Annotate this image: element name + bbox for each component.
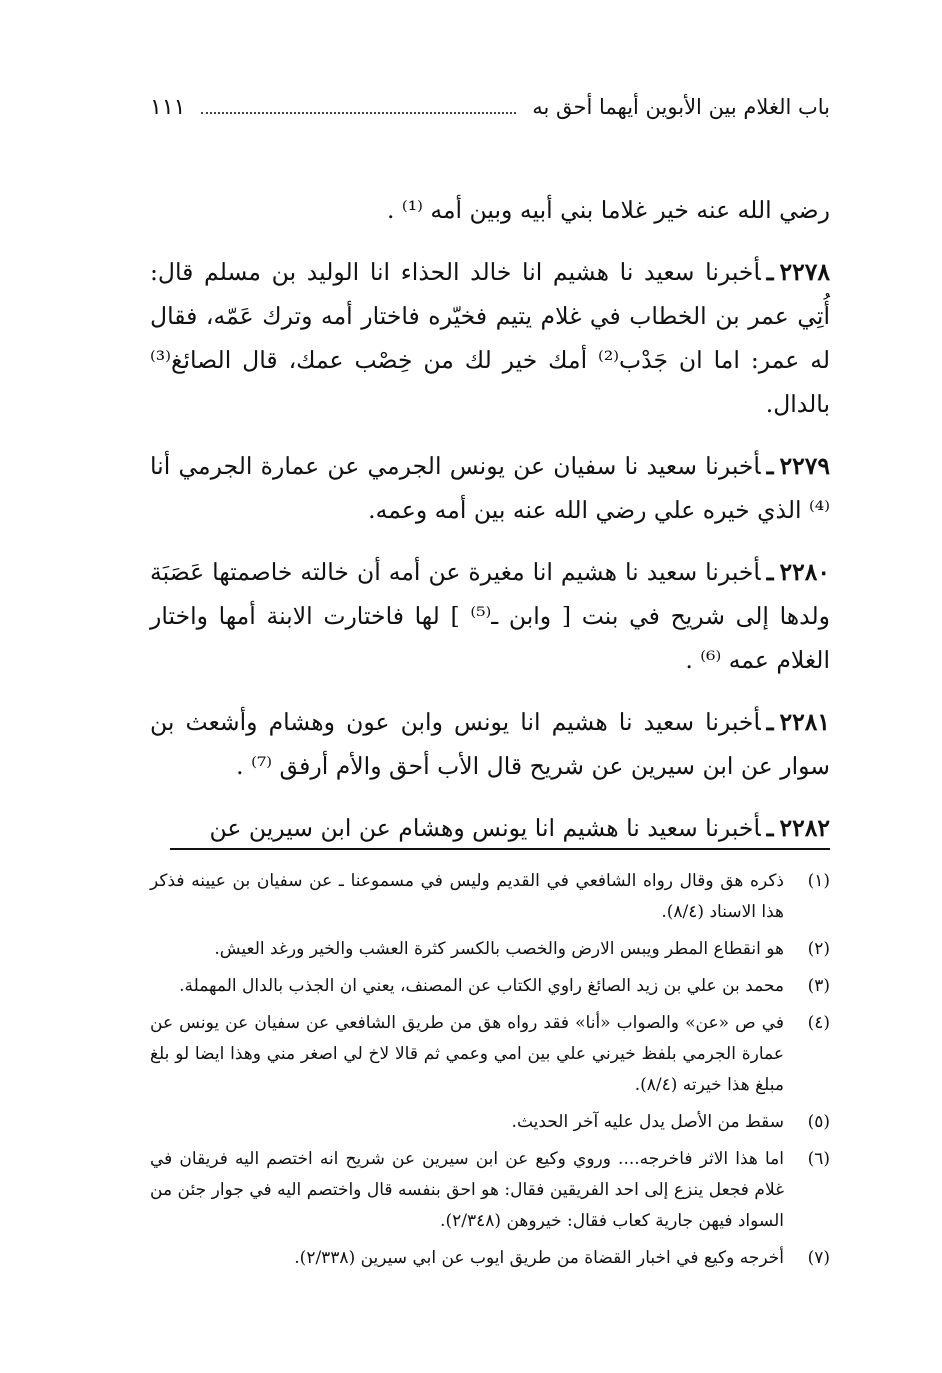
footnote-text: محمد بن علي بن زيد الصائغ راوي الكتاب عن المصنف، يعني ان الجذب بالدال المهملة. — [179, 976, 784, 996]
hadith-paragraph — [150, 250, 830, 426]
footnote-number: (١) — [807, 871, 830, 891]
hadith-paragraph — [150, 550, 830, 682]
hadith-paragraph — [150, 444, 830, 532]
footnote-text: في ص «عن» والصواب «أنا» فقد رواه هق من طريق الشافعي عن سفيان عن يونس عن عمارة الجرمي بلفظ خيرني علي بين امي وعمي ثم قالا لاخ لي اصغر مني وهذا ايضا لو بلغ مبلغ هذا خيرته (٨/٤). — [150, 1013, 784, 1095]
footnote-number: (٦) — [807, 1149, 830, 1169]
hadith-number: ٢٢٧٨ — [779, 258, 830, 286]
main-text — [150, 188, 830, 868]
dotted-leader — [201, 100, 516, 114]
hadith-number: ٢٢٧٩ — [779, 452, 830, 480]
dash: ـ — [766, 708, 774, 736]
footnote-text: هو انقطاع المطر ويبس الارض والخصب بالكسر كثرة العشب والخير ورغد العيش. — [214, 939, 784, 959]
footnote — [150, 866, 830, 928]
hadith-text: أخبرنا سعيد نا هشيم انا يونس وهشام عن ابن سيرين عن — [209, 814, 761, 842]
page-number: ١١١ — [150, 94, 186, 120]
hadith-number: ٢٢٨٠ — [779, 558, 830, 586]
footnote-text: ذكره هق وقال رواه الشافعي في القديم وليس في مسموعنا ـ عن سفيان بن عيينه فذكر هذا الاسناد (٨/٤). — [150, 871, 784, 922]
footnote-text: اما هذا الاثر فاخرجه.... وروي وكيع عن ابن سيرين عن شريح انه اختصم اليه فريقان في غلام فجعل ينزع إلى احد الفريقين فقال: هو احق بنفسه قال واختصم اليه في جوار جئن من السواد فيهن جارية كعاب فقال: خيروهن (٢/٣٤٨). — [150, 1149, 784, 1231]
dash: ـ — [766, 258, 774, 286]
book-page — [150, 0, 830, 1373]
footnote-separator — [170, 848, 830, 850]
footnote — [150, 1144, 830, 1237]
footnote-text: أخرجه وكيع في اخبار القضاة من طريق ايوب عن ابي سيرين (٢/٣٣٨). — [294, 1248, 784, 1268]
chapter-title: باب الغلام بين الأبوين أيهما أحق به — [532, 95, 830, 119]
hadith-number: ٢٢٨١ — [779, 708, 830, 736]
intro-paragraph: رضي الله عنه خير غلاما بني أبيه وبين أمه ⁽¹⁾ . — [386, 196, 830, 224]
hadith-paragraph — [150, 700, 830, 788]
footnote — [150, 1107, 830, 1138]
footnote-number: (٥) — [807, 1112, 830, 1132]
running-head — [150, 90, 830, 124]
hadith-text: أخبرنا سعيد نا سفيان عن يونس الجرمي عن عمارة الجرمي أنا ⁽⁴⁾ الذي خيره علي رضي الله عنه بين أمه وعمه. — [150, 452, 830, 524]
footnote-text: سقط من الأصل يدل عليه آخر الحديث. — [511, 1112, 784, 1132]
footnote — [150, 1243, 830, 1274]
footnote-number: (٤) — [807, 1013, 830, 1033]
hadith-text: أخبرنا سعيد نا هشيم انا خالد الحذاء انا الوليد بن مسلم قال: أُتِي عمر بن الخطاب في غلام يتيم فخيّره فاختار أمه وترك عَمّه، فقال له عمر: اما ان جَدْب⁽²⁾ أمك خير لك من خِصْب عمك، قال الصائغ⁽³⁾ بالدال. — [150, 258, 830, 418]
hadith-text: أخبرنا سعيد نا هشيم انا يونس وابن عون وهشام وأشعث بن سوار عن ابن سيرين عن شريح قال الأب أحق والأم أرفق ⁽⁷⁾ . — [150, 708, 830, 780]
dash: ـ — [766, 558, 774, 586]
footnote — [150, 1008, 830, 1101]
hadith-text: أخبرنا سعيد نا هشيم انا مغيرة عن أمه أن خالته خاصمتها عَصَبَة ولدها إلى شريح في بنت [ وابن ـ⁽⁵⁾ ] لها فاختارت الابنة أمها واختار الغلام عمه ⁽⁶⁾ . — [150, 558, 830, 674]
footnote-number: (٣) — [807, 976, 830, 996]
footnote — [150, 934, 830, 965]
dash: ـ — [766, 452, 774, 480]
footnotes — [150, 866, 830, 1280]
dash: ـ — [766, 814, 774, 842]
hadith-paragraph — [150, 806, 830, 850]
footnote — [150, 971, 830, 1002]
footnote-number: (٢) — [807, 939, 830, 959]
footnote-number: (٧) — [807, 1248, 830, 1268]
hadith-number: ٢٢٨٢ — [779, 814, 830, 842]
